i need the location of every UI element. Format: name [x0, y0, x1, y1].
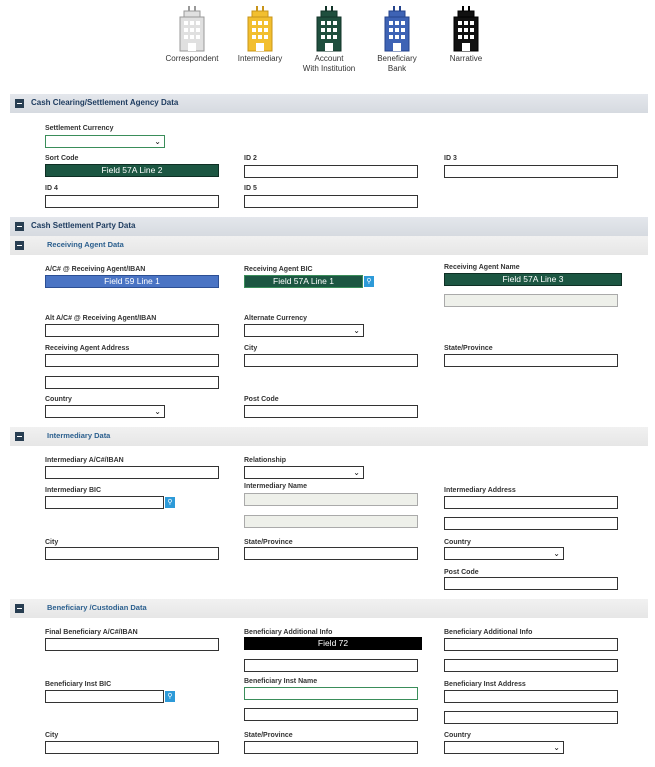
- beneficiary-inst-address-input-2[interactable]: [444, 711, 618, 724]
- receiving-address-input-1[interactable]: [45, 354, 219, 367]
- chevron-down-icon: ⌄: [154, 137, 161, 146]
- wizard-step-label: Narrative: [449, 54, 483, 63]
- intermediary-country-label: Country: [444, 539, 471, 546]
- intermediary-name-input-2[interactable]: [244, 515, 418, 528]
- id4-label: ID 4: [45, 185, 58, 192]
- chevron-down-icon: ⌄: [553, 549, 560, 558]
- chevron-down-icon: ⌄: [353, 326, 360, 335]
- intermediary-bic-input[interactable]: [45, 496, 164, 509]
- wizard-step-label: Intermediary: [237, 54, 283, 63]
- final-beneficiary-acc-label: Final Beneficiary A/C#/IBAN: [45, 629, 138, 636]
- beneficiary-inst-name-label: Beneficiary Inst Name: [244, 678, 318, 685]
- receiving-country-select[interactable]: [45, 405, 165, 418]
- receiving-bic-input[interactable]: Field 57A Line 1: [244, 275, 363, 288]
- section-title: Intermediary Data: [47, 431, 111, 440]
- intermediary-name-input-1[interactable]: [244, 493, 418, 506]
- receiving-name-label: Receiving Agent Name: [444, 264, 520, 271]
- wizard-step-label: Correspondent: [165, 54, 219, 63]
- intermediary-state-input[interactable]: [244, 547, 418, 560]
- beneficiary-inst-address-label: Beneficiary Inst Address: [444, 681, 526, 688]
- beneficiary-inst-name-input-2[interactable]: [244, 708, 418, 721]
- wizard-step-narrative[interactable]: [431, 6, 501, 64]
- wizard-step-correspondent[interactable]: [157, 6, 227, 64]
- beneficiary-add-info-label: Beneficiary Additional Info: [244, 629, 333, 636]
- receiving-address-label: Receiving Agent Address: [45, 345, 130, 352]
- id5-label: ID 5: [244, 185, 257, 192]
- wizard-step-beneficiary-bank[interactable]: [362, 6, 432, 74]
- beneficiary-city-label: City: [45, 732, 59, 739]
- search-icon[interactable]: ⚲: [165, 691, 175, 702]
- intermediary-name-label: Intermediary Name: [244, 483, 308, 490]
- intermediary-state-label: State/Province: [244, 539, 293, 546]
- section-title: Beneficiary /Custodian Data: [47, 603, 147, 612]
- final-beneficiary-acc-input[interactable]: [45, 638, 219, 651]
- beneficiary-add-info-2-input-1[interactable]: [444, 638, 618, 651]
- wizard-step-intermediary[interactable]: [225, 6, 295, 64]
- intermediary-address-label: Intermediary Address: [444, 487, 516, 494]
- intermediary-acc-label: Intermediary A/C#/IBAN: [45, 457, 124, 464]
- receiving-name-line2-input[interactable]: [444, 294, 618, 307]
- collapse-icon[interactable]: [15, 432, 24, 441]
- section-title: Cash Clearing/Settlement Agency Data: [31, 98, 179, 107]
- relationship-select[interactable]: [244, 466, 364, 479]
- building-icon: [453, 6, 479, 52]
- wizard-step-account-with-institution[interactable]: [294, 6, 364, 74]
- building-icon: [247, 6, 273, 52]
- beneficiary-state-label: State/Province: [244, 732, 293, 739]
- settlement-section-header[interactable]: [10, 217, 648, 236]
- beneficiary-country-select[interactable]: [444, 741, 564, 754]
- receiving-bic-label: Receiving Agent BIC: [244, 266, 313, 273]
- settlement-currency-select[interactable]: [45, 135, 165, 148]
- intermediary-city-label: City: [45, 539, 59, 546]
- wizard-step-label: Account With Institution: [302, 54, 356, 73]
- clearing-section-header[interactable]: [10, 94, 648, 113]
- receiving-state-input[interactable]: [444, 354, 618, 367]
- collapse-icon[interactable]: [15, 222, 24, 231]
- id2-label: ID 2: [244, 155, 257, 162]
- intermediary-city-input[interactable]: [45, 547, 219, 560]
- relationship-label: Relationship: [244, 457, 287, 464]
- beneficiary-inst-address-input-1[interactable]: [444, 690, 618, 703]
- section-title: Receiving Agent Data: [47, 240, 124, 249]
- search-icon[interactable]: ⚲: [165, 497, 175, 508]
- receiving-address-input-2[interactable]: [45, 376, 219, 389]
- alt-acc-input[interactable]: [45, 324, 219, 337]
- receiving-post-code-label: Post Code: [244, 396, 279, 403]
- beneficiary-inst-bic-label: Beneficiary Inst BIC: [45, 681, 112, 688]
- receiving-city-label: City: [244, 345, 258, 352]
- chevron-down-icon: ⌄: [553, 743, 560, 752]
- intermediary-section-header[interactable]: [10, 427, 648, 446]
- receiving-city-input[interactable]: [244, 354, 418, 367]
- sort-code-label: Sort Code: [45, 155, 79, 162]
- beneficiary-inst-bic-input[interactable]: [45, 690, 164, 703]
- receiving-agent-section-header[interactable]: [10, 236, 648, 255]
- alt-acc-label: Alt A/C# @ Receiving Agent/IBAN: [45, 315, 157, 322]
- beneficiary-city-input[interactable]: [45, 741, 219, 754]
- beneficiary-country-label: Country: [444, 732, 471, 739]
- building-icon: [316, 6, 342, 52]
- id4-input[interactable]: [45, 195, 219, 208]
- beneficiary-add-info-input[interactable]: Field 72: [244, 637, 422, 650]
- beneficiary-inst-name-input-1[interactable]: [244, 687, 418, 700]
- intermediary-post-code-input[interactable]: [444, 577, 618, 590]
- intermediary-bic-label: Intermediary BIC: [45, 487, 102, 494]
- id3-label: ID 3: [444, 155, 457, 162]
- search-icon[interactable]: ⚲: [364, 276, 374, 287]
- collapse-icon[interactable]: [15, 604, 24, 613]
- receiving-acc-input[interactable]: Field 59 Line 1: [45, 275, 219, 288]
- receiving-acc-label: A/C# @ Receiving Agent/IBAN: [45, 266, 146, 273]
- alt-currency-select[interactable]: [244, 324, 364, 337]
- building-icon: [179, 6, 205, 52]
- wizard-step-label: Beneficiary Bank: [377, 54, 417, 73]
- beneficiary-add-info-label-2: Beneficiary Additional Info: [444, 629, 533, 636]
- collapse-icon[interactable]: [15, 99, 24, 108]
- alt-currency-label: Alternate Currency: [244, 315, 308, 322]
- beneficiary-add-info-2-input-2[interactable]: [444, 659, 618, 672]
- beneficiary-add-info-input-2[interactable]: [244, 659, 418, 672]
- beneficiary-section-header[interactable]: [10, 599, 648, 618]
- collapse-icon[interactable]: [15, 241, 24, 250]
- id5-input[interactable]: [244, 195, 418, 208]
- chevron-down-icon: ⌄: [154, 407, 161, 416]
- section-title: Cash Settlement Party Data: [31, 221, 136, 230]
- sort-code-input[interactable]: Field 57A Line 2: [45, 164, 219, 177]
- id2-input[interactable]: [244, 165, 418, 178]
- intermediary-address-input-2[interactable]: [444, 517, 618, 530]
- receiving-name-input[interactable]: Field 57A Line 3: [444, 273, 622, 286]
- intermediary-acc-input[interactable]: [45, 466, 219, 479]
- beneficiary-state-input[interactable]: [244, 741, 418, 754]
- intermediary-country-select[interactable]: [444, 547, 564, 560]
- intermediary-post-code-label: Post Code: [444, 569, 479, 576]
- receiving-country-label: Country: [45, 396, 72, 403]
- id3-input[interactable]: [444, 165, 618, 178]
- intermediary-address-input-1[interactable]: [444, 496, 618, 509]
- settlement-currency-label: Settlement Currency: [45, 125, 114, 132]
- receiving-post-code-input[interactable]: [244, 405, 418, 418]
- chevron-down-icon: ⌄: [353, 468, 360, 477]
- building-icon: [384, 6, 410, 52]
- receiving-state-label: State/Province: [444, 345, 493, 352]
